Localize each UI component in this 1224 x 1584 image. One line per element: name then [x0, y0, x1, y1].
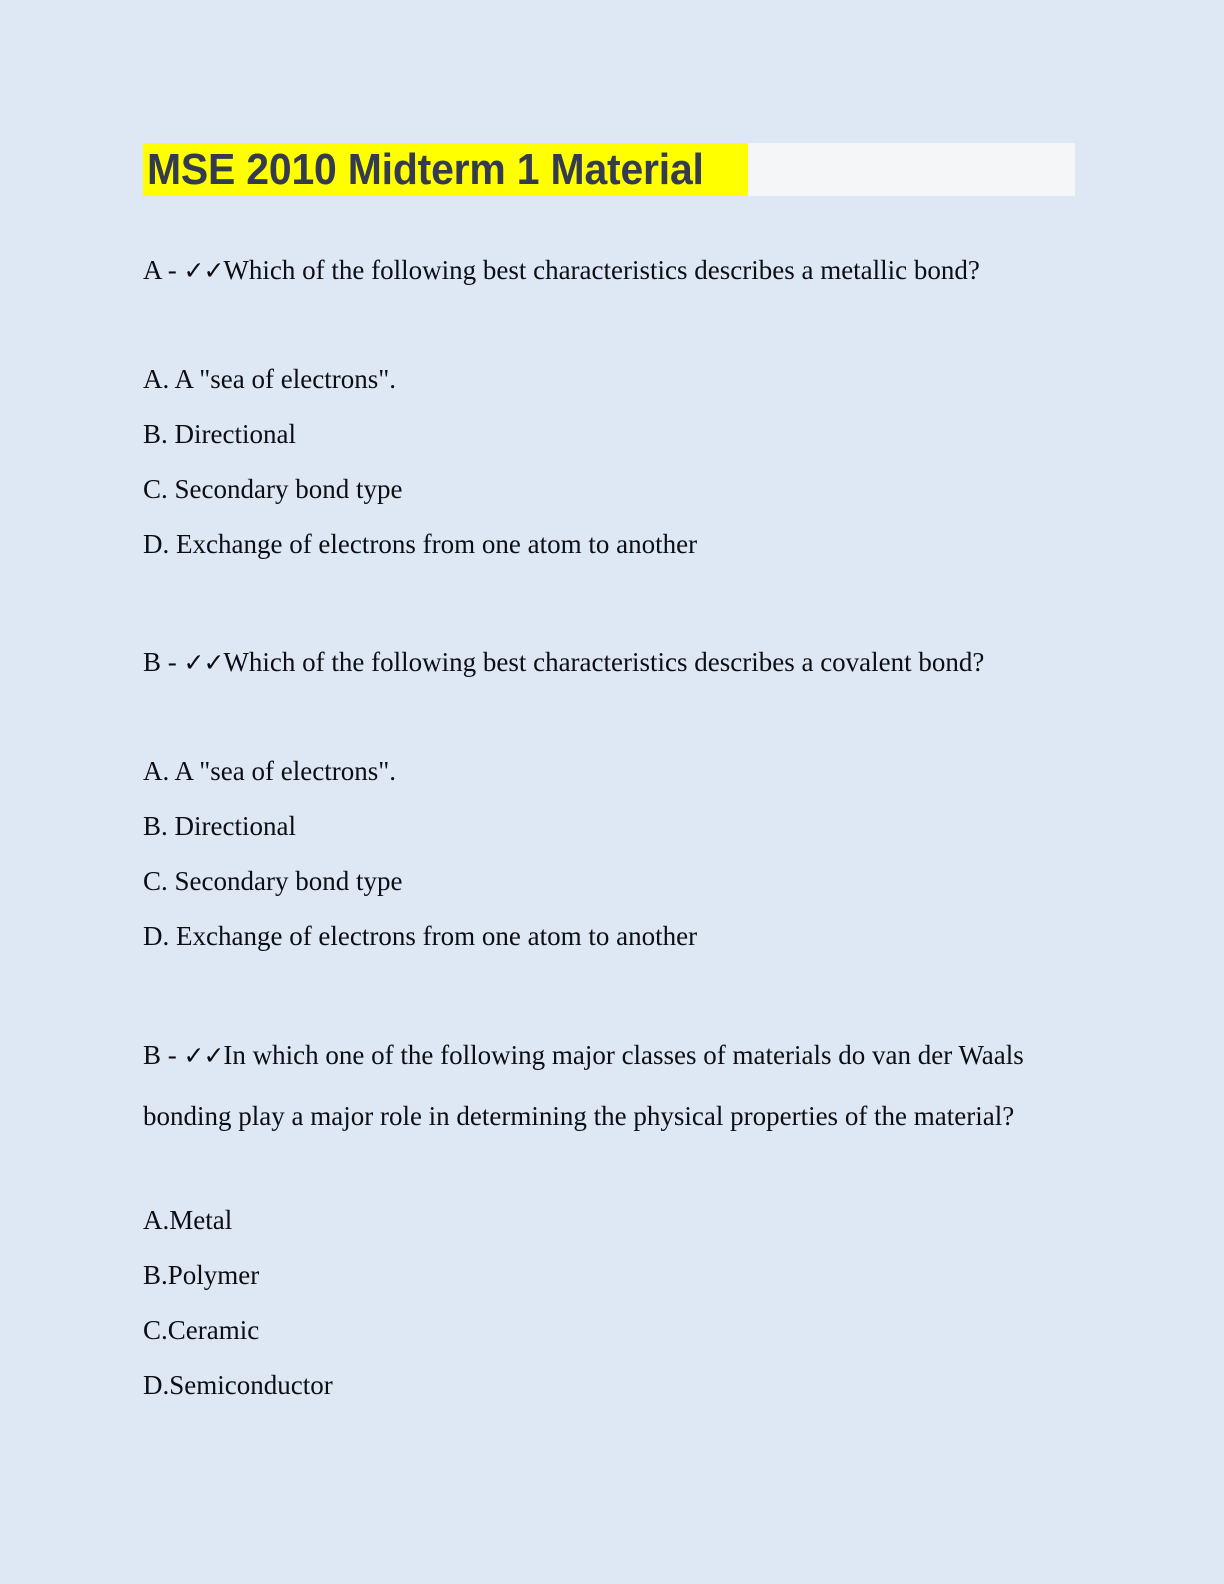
options-list [143, 1193, 333, 1413]
question-prompt: Which of the following best characteristics describes a covalent bond? [223, 647, 985, 677]
option-item[interactable]: D.Semiconductor [143, 1370, 333, 1400]
question-text [143, 632, 1068, 693]
answer-label: B - [143, 1040, 184, 1070]
checkmark-icon: ✓✓ [183, 256, 224, 285]
answer-label: A - [143, 255, 184, 285]
option-item[interactable]: B. Directional [143, 811, 296, 841]
question-prompt: In which one of the following major classes of materials do van der Waals bonding play a major role in determining the physical properties of the material? [143, 1040, 1024, 1131]
option-item[interactable]: B.Polymer [143, 1260, 260, 1290]
option-item[interactable]: D. Exchange of electrons from one atom to another [143, 529, 698, 559]
title-band [143, 143, 1075, 196]
title-highlight [143, 143, 748, 196]
option-item[interactable]: A. A "sea of electrons". [143, 364, 396, 394]
option-item[interactable]: C. Secondary bond type [143, 474, 403, 504]
answer-label: B - [143, 647, 184, 677]
option-item[interactable]: D. Exchange of electrons from one atom to another [143, 921, 698, 951]
option-item[interactable]: C.Ceramic [143, 1315, 260, 1345]
page-title: MSE 2010 Midterm 1 Material [147, 145, 704, 194]
question-text [143, 240, 1068, 301]
checkmark-icon: ✓✓ [183, 1041, 224, 1070]
option-item[interactable]: A.Metal [143, 1205, 233, 1235]
checkmark-icon: ✓✓ [183, 648, 224, 677]
question-prompt: Which of the following best characteristics describes a metallic bond? [223, 255, 980, 285]
option-item[interactable]: C. Secondary bond type [143, 866, 403, 896]
options-list [143, 352, 697, 572]
question-text [143, 1025, 1068, 1146]
options-list [143, 744, 697, 964]
option-item[interactable]: B. Directional [143, 419, 296, 449]
option-item[interactable]: A. A "sea of electrons". [143, 756, 396, 786]
